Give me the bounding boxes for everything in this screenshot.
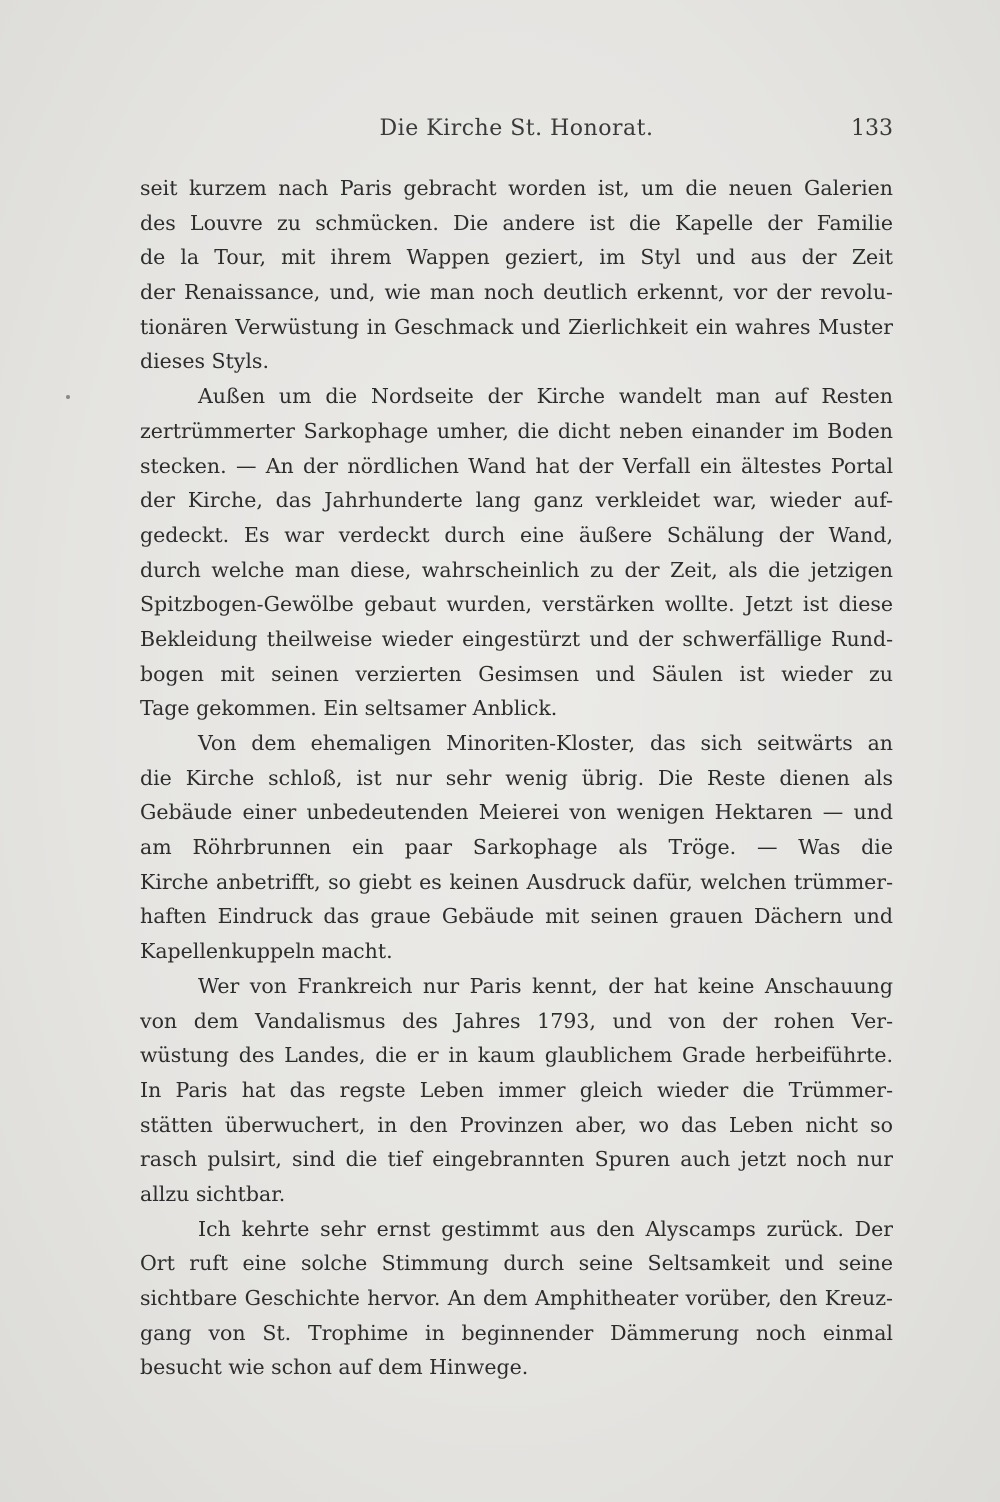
text-line: zertrümmerter Sarkophage umher, die dicht neben einander im Boden — [140, 418, 893, 443]
text-line: am Röhrbrunnen ein paar Sarkophage als Tröge. — Was die — [140, 835, 893, 860]
text-line: die Kirche schloß, ist nur sehr wenig übrig. Die Reste dienen als — [140, 765, 893, 790]
text-line: Bekleidung theilweise wieder eingestürzt und der schwerfällige Rund- — [140, 626, 893, 651]
text-line: Außen um die Nordseite der Kirche wandelt man auf Resten — [198, 384, 893, 409]
text-line: stecken. — An der nördlichen Wand hat der Verfall ein ältestes Portal — [140, 453, 893, 478]
paragraph-3 — [140, 726, 893, 969]
text-line: Ort ruft eine solche Stimmung durch seine Seltsamkeit und seine — [140, 1251, 893, 1276]
paragraph-1 — [140, 171, 893, 379]
text-line: der Renaissance, und, wie man noch deutlich erkennt, vor der revolu- — [140, 280, 893, 305]
text-line: durch welche man diese, wahrscheinlich zu der Zeit, als die jetzigen — [140, 557, 893, 582]
text-line: Tage gekommen. Ein seltsamer Anblick. — [140, 696, 558, 721]
text-line: In Paris hat das regste Leben immer gleich wieder die Trümmer- — [140, 1077, 893, 1102]
page-number: 133 — [851, 116, 893, 141]
text-line: gang von St. Trophime in beginnender Dämmerung noch einmal — [140, 1320, 893, 1345]
text-line: Kapellenkuppeln macht. — [140, 939, 393, 964]
running-head — [140, 116, 893, 146]
running-title: Die Kirche St. Honorat. — [379, 116, 654, 141]
text-line: allzu sichtbar. — [140, 1181, 286, 1206]
body-text — [140, 171, 893, 1385]
text-line: stätten überwuchert, in den Provinzen aber, wo das Leben nicht so — [140, 1112, 893, 1137]
text-line: bogen mit seinen verzierten Gesimsen und Säulen ist wieder zu — [140, 661, 893, 686]
paragraph-5 — [140, 1212, 893, 1385]
page-speck — [66, 395, 70, 399]
text-line: seit kurzem nach Paris gebracht worden ist, um die neuen Galerien — [140, 176, 893, 200]
text-line: haften Eindruck das graue Gebäude mit seinen grauen Dächern und — [140, 904, 893, 929]
text-line: von dem Vandalismus des Jahres 1793, und von der rohen Ver- — [140, 1008, 893, 1033]
text-line: Von dem ehemaligen Minoriten-Kloster, das sich seitwärts an — [198, 731, 893, 755]
text-line: des Louvre zu schmücken. Die andere ist die Kapelle der Familie — [140, 210, 893, 235]
text-line: wüstung des Landes, die er in kaum glaublichem Grade herbeiführte. — [140, 1043, 893, 1068]
text-line: besucht wie schon auf dem Hinwege. — [140, 1355, 529, 1380]
text-line: dieses Styls. — [140, 349, 269, 374]
text-line: Ich kehrte sehr ernst gestimmt aus den Alyscamps zurück. Der — [198, 1216, 893, 1241]
text-line: Spitzbogen-Gewölbe gebaut wurden, verstärken wollte. Jetzt ist diese — [140, 592, 893, 617]
text-line: sichtbare Geschichte hervor. An dem Amphitheater vorüber, den Kreuz- — [140, 1286, 893, 1310]
text-line: gedeckt. Es war verdeckt durch eine äußere Schälung der Wand, — [140, 522, 893, 547]
text-line: Gebäude einer unbedeutenden Meierei von wenigen Hektaren — und — [140, 800, 893, 825]
paragraph-2 — [140, 379, 893, 726]
text-line: tionären Verwüstung in Geschmack und Zierlichkeit ein wahres Muster — [140, 314, 893, 339]
text-line: Kirche anbetrifft, so giebt es keinen Ausdruck dafür, welchen trümmer- — [140, 869, 893, 894]
text-line: Wer von Frankreich nur Paris kennt, der hat keine Anschauung — [198, 973, 893, 998]
paragraph-4 — [140, 969, 893, 1212]
text-line: de la Tour, mit ihrem Wappen geziert, im Styl und aus der Zeit — [140, 245, 893, 270]
text-line: rasch pulsirt, sind die tief eingebrannten Spuren auch jetzt noch nur — [140, 1147, 893, 1172]
text-line: der Kirche, das Jahrhunderte lang ganz verkleidet war, wieder auf- — [140, 488, 893, 513]
